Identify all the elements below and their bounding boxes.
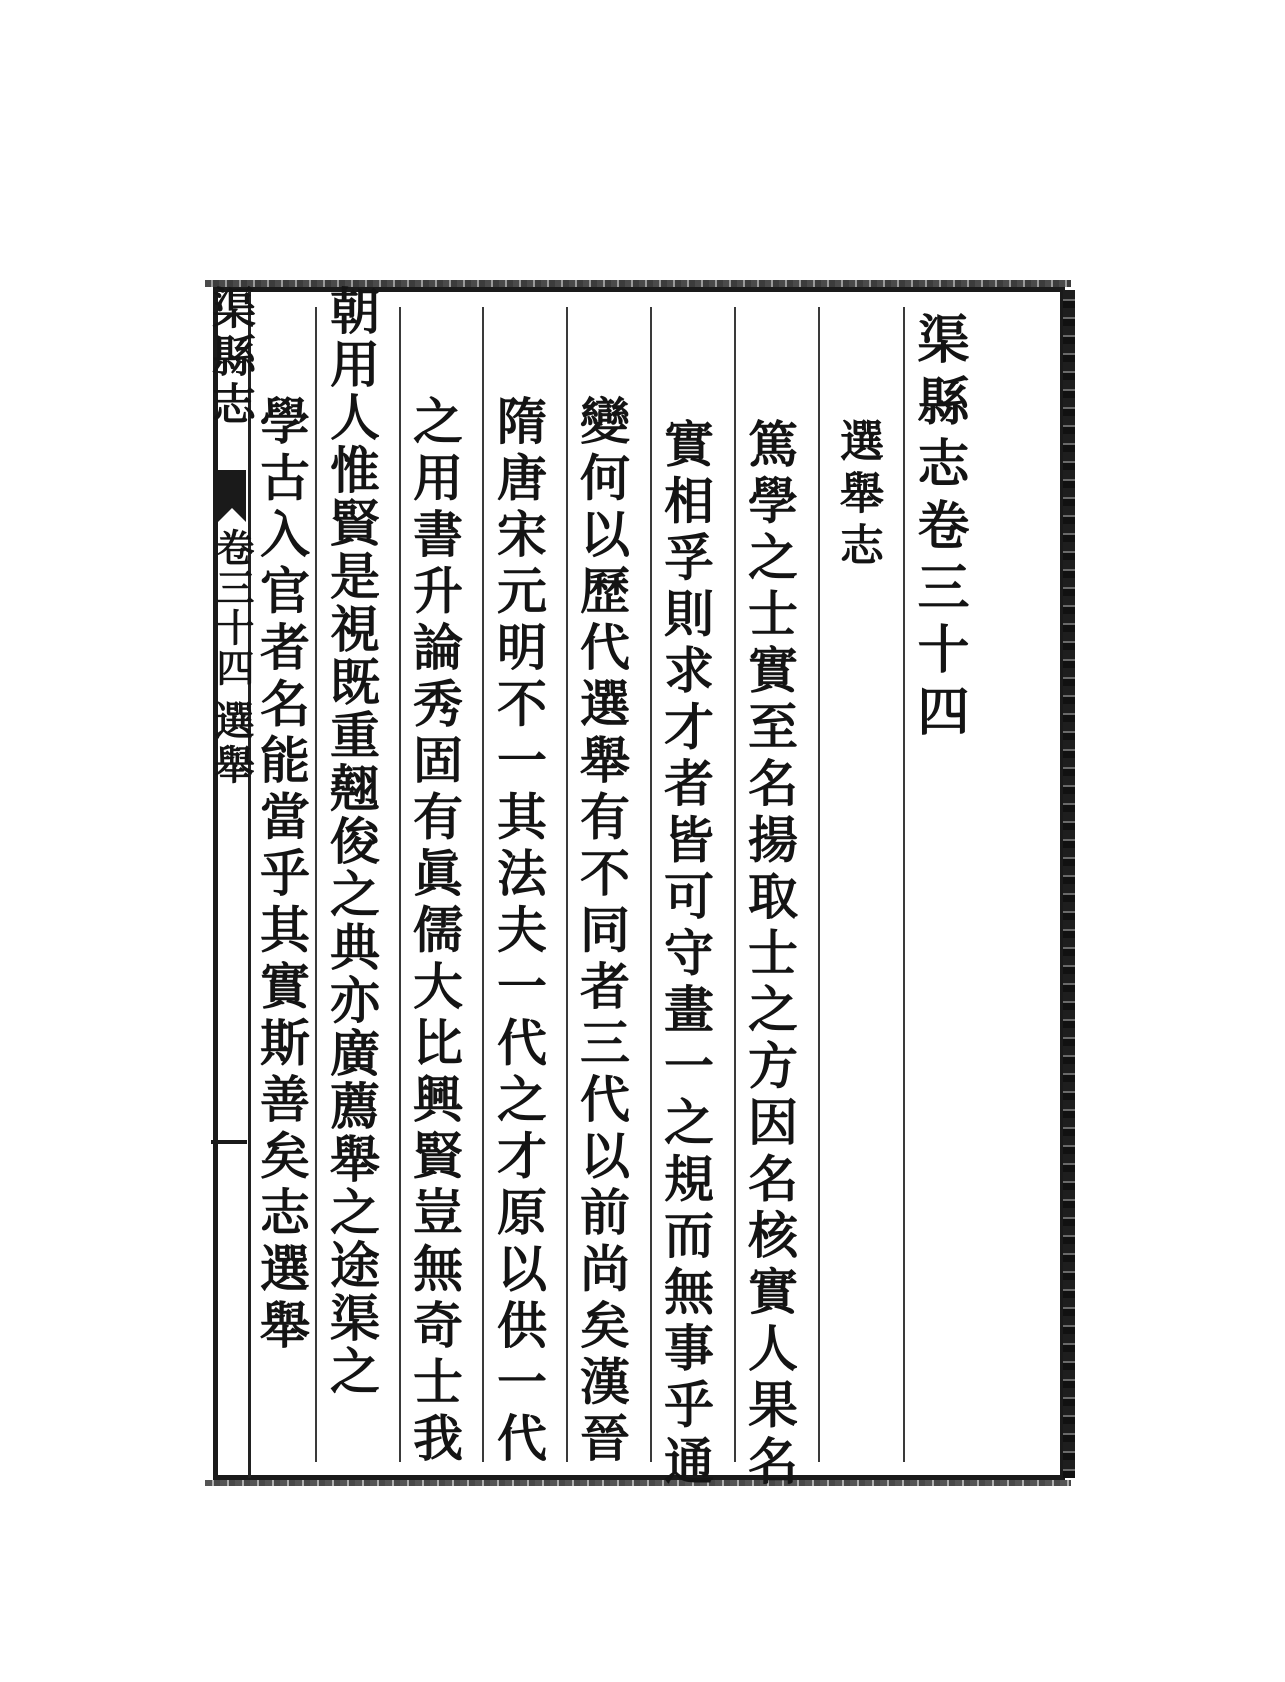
body-column: 學古入官者名能當乎其實斯善矣志選舉 xyxy=(252,395,311,1356)
column-divider xyxy=(566,307,568,1462)
column-divider xyxy=(399,307,401,1462)
margin-divider xyxy=(248,290,251,1478)
column-divider xyxy=(734,307,736,1462)
fishtail-mark-icon xyxy=(218,470,246,522)
page-frame-right-rule xyxy=(1063,290,1075,1478)
body-column: 之用書升論秀固有眞儒大比興賢豈無奇士我 xyxy=(405,395,464,1469)
column-divider xyxy=(818,307,820,1462)
column-divider xyxy=(903,307,905,1462)
body-column: 篤學之士實至名揚取士之方因名核實人果名 xyxy=(740,418,799,1492)
body-column: 朝用人惟賢是視既重翹俊之典亦廣薦舉之途渠之 xyxy=(322,285,381,1398)
margin-section: 選舉 xyxy=(208,700,255,788)
body-column: 實相孚則求才者皆可守畫一之規而無事乎通 xyxy=(656,418,715,1492)
margin-leaf-number xyxy=(211,1140,247,1144)
margin-book-title: 渠縣志 xyxy=(204,285,255,429)
column-divider xyxy=(650,307,652,1462)
section-heading: 選舉志 xyxy=(832,418,883,574)
volume-title: 渠縣志卷三十四 xyxy=(908,312,969,746)
body-column: 隋唐宋元明不一其法夫一代之才原以供一代 xyxy=(489,395,548,1469)
column-divider xyxy=(482,307,484,1462)
page-frame-bottom-edge xyxy=(205,1480,1071,1486)
margin-volume: 卷三十四 xyxy=(210,528,255,688)
body-column: 變何以歷代選舉有不同者三代以前尚矣漢晉 xyxy=(572,395,631,1469)
column-divider xyxy=(315,307,317,1462)
